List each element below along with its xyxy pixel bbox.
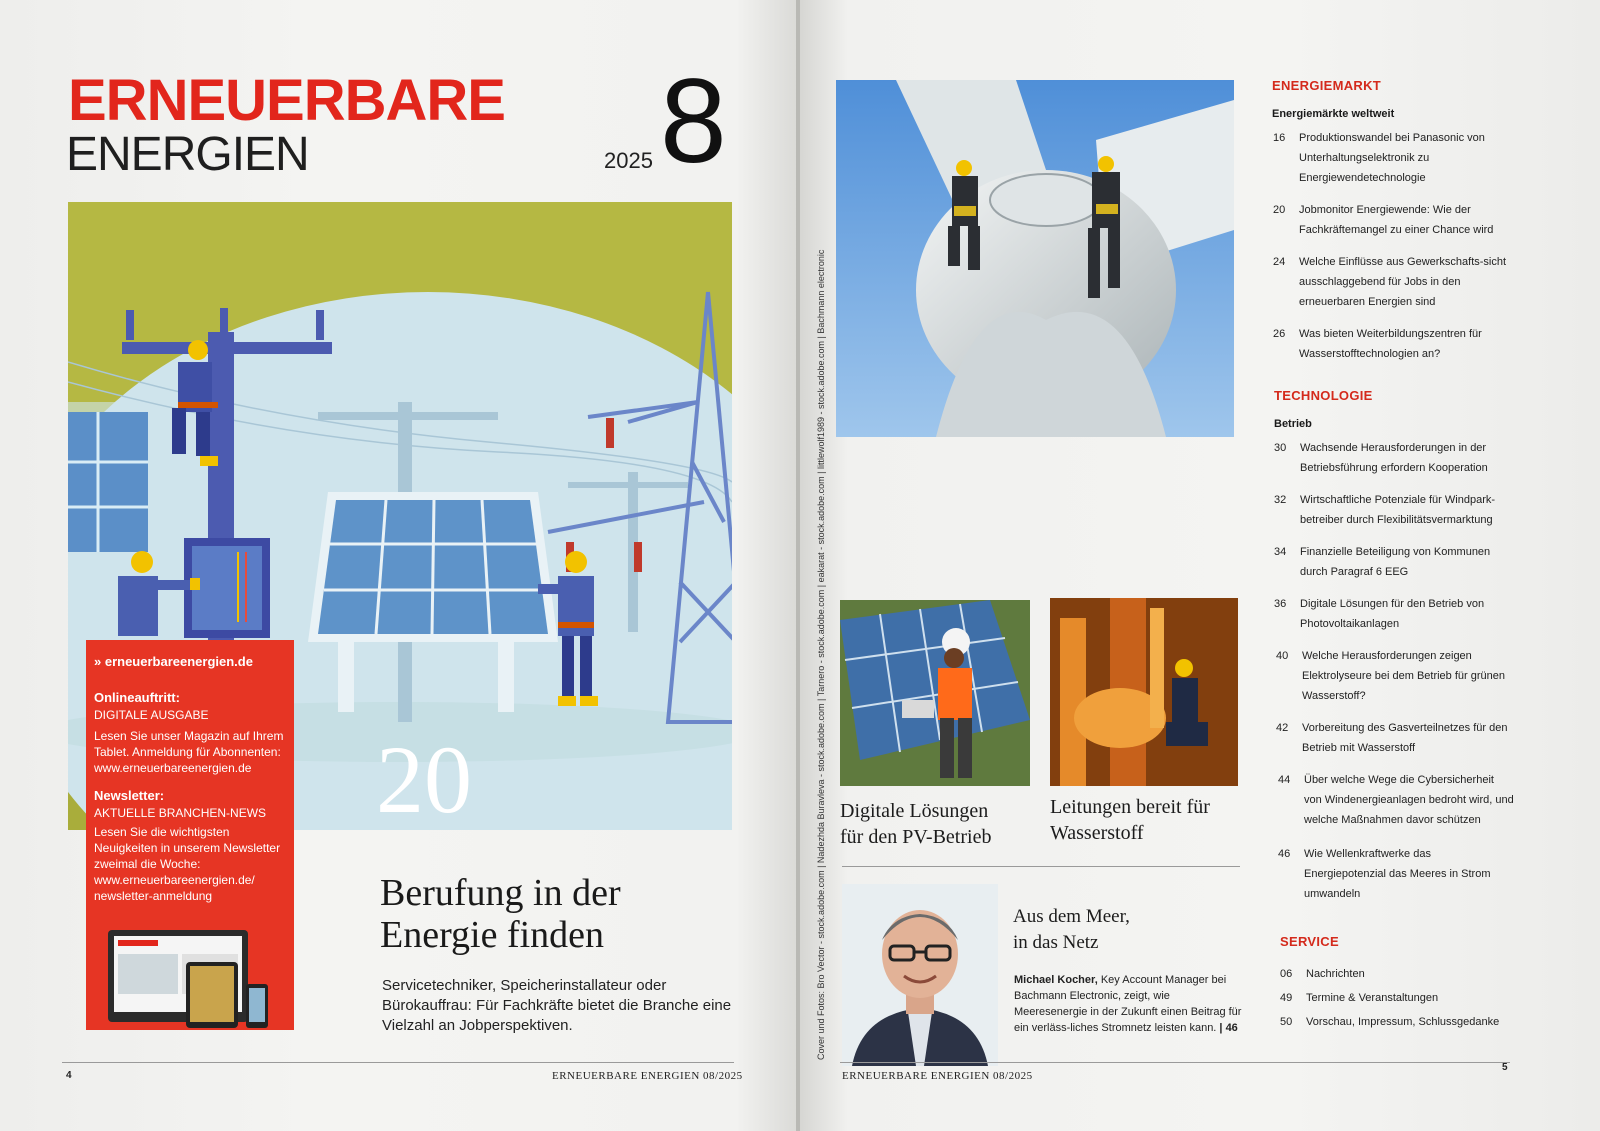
interview-headline — [1013, 904, 1130, 956]
toc-item[interactable] — [1273, 324, 1509, 364]
toc-page: 20 — [1273, 204, 1286, 216]
toc-page: 50 — [1280, 1016, 1293, 1028]
toc-title: Welche Einflüsse aus Gewerkschafts-sicht ausschlaggebend für Jobs in den erneuerbaren Energien sind — [1299, 256, 1507, 308]
toc-item[interactable] — [1273, 252, 1509, 312]
story-42-caption-line1: Leitungen bereit für — [1050, 796, 1210, 818]
issue-year: 2025 — [604, 148, 653, 173]
pv-technician-image — [840, 600, 1030, 786]
toc-subsection-energiemaerkte: Energiemärkte weltweit — [1272, 108, 1395, 120]
cover-headline-line1: Berufung in der — [380, 872, 621, 914]
footer-left: ERNEUERBARE ENERGIEN 08/2025 — [552, 1070, 743, 1082]
toc-page: 34 — [1274, 546, 1287, 558]
toc-title: Digitale Lösungen für den Betrieb von Photovoltaikanlagen — [1300, 598, 1485, 630]
toc-page: 26 — [1273, 328, 1286, 340]
page-number-left: 4 — [66, 1070, 72, 1081]
section-divider — [842, 866, 1240, 867]
right-page — [800, 0, 1600, 1131]
masthead-energien: ENERGIEN — [66, 128, 309, 181]
story-36-caption-line2: für den PV-Betrieb — [840, 826, 992, 848]
toc-item[interactable] — [1280, 988, 1530, 1008]
footer-right: ERNEUERBARE ENERGIEN 08/2025 — [842, 1070, 1033, 1082]
toc-page: 42 — [1276, 722, 1289, 734]
hydrogen-photo — [1050, 598, 1238, 786]
footer-rule — [62, 1062, 734, 1063]
interview-headline-line1: Aus dem Meer, — [1013, 906, 1130, 927]
toc-title: Was bieten Weiterbildungszentren für Wasserstofftechnologien an? — [1299, 328, 1482, 360]
online-subheading: DIGITALE AUSGABE — [94, 708, 209, 722]
toc-page: 30 — [1274, 442, 1287, 454]
pv-photo — [840, 600, 1030, 786]
toc-item[interactable] — [1280, 964, 1530, 984]
interview-teaser-text: Key Account Manager bei Bachmann Electronic, zeigt, wie Meeresenergie in der Zukunft einen Beitrag für ein verläss-liches Stromnetz leisten kann. — [1014, 974, 1242, 1034]
toc-page: 44 — [1278, 774, 1291, 786]
online-text: Lesen Sie unser Magazin auf Ihrem Tablet. Anmeldung für Abonnenten: www.erneuerbareenergien.de — [94, 729, 284, 775]
interview-portrait — [842, 884, 998, 1066]
newsletter-heading: Newsletter: — [94, 788, 165, 803]
issue-number: 8 — [660, 54, 727, 188]
toc-page: 06 — [1280, 968, 1293, 980]
wind-turbine-photo — [836, 80, 1234, 437]
toc-item[interactable] — [1280, 1012, 1530, 1032]
toc-page: 16 — [1273, 132, 1286, 144]
toc-title: Vorschau, Impressum, Schlussgedanke — [1306, 1016, 1500, 1028]
toc-page: 40 — [1276, 650, 1289, 662]
story-42-caption — [1050, 794, 1250, 846]
toc-page: 24 — [1273, 256, 1286, 268]
toc-item[interactable] — [1276, 718, 1512, 758]
story-36-caption-line1: Digitale Lösungen — [840, 800, 989, 822]
toc-title: Welche Herausforderungen zeigen Elektrolyseure bei dem Betrieb für grünen Wasserstoff? — [1302, 650, 1505, 702]
toc-section-service: SERVICE — [1280, 934, 1339, 949]
cover-headline-line2: Energie finden — [380, 914, 605, 956]
toc-section-technologie: TECHNOLOGIE — [1274, 388, 1373, 403]
toc-item[interactable] — [1274, 438, 1510, 478]
online-sidebar — [86, 640, 294, 1030]
toc-title: Über welche Wege die Cybersicherheit von Windenergieanlagen bedroht wird, und welche Maßnahmen davor schützen — [1304, 774, 1514, 826]
toc-title: Wirtschaftliche Potenziale für Windpark-betreiber durch Flexibilitätsvermarktung — [1300, 494, 1496, 526]
toc-item[interactable] — [1278, 770, 1514, 830]
toc-title: Finanzielle Beteiligung von Kommunen durch Paragraf 6 EEG — [1300, 546, 1491, 578]
toc-title: Vorbereitung des Gasverteilnetzes für den Betrieb mit Wasserstoff — [1302, 722, 1508, 754]
cover-story-number: 20 — [376, 726, 472, 833]
toc-title: Nachrichten — [1306, 968, 1365, 980]
toc-page: 32 — [1274, 494, 1287, 506]
toc-page: 46 — [1278, 848, 1291, 860]
turbine-climbers-image — [836, 80, 1234, 437]
footer-rule — [840, 1062, 1510, 1063]
toc-item[interactable] — [1273, 200, 1509, 240]
page-number-right: 5 — [1502, 1062, 1508, 1073]
gas-pipeline-worker-image — [1050, 598, 1238, 786]
devices-mockup — [108, 928, 278, 1028]
toc-item[interactable] — [1274, 594, 1510, 634]
toc-page: 36 — [1274, 598, 1287, 610]
toc-item[interactable] — [1273, 128, 1509, 188]
photo-credits-text: Cover und Fotos: Bro Vector - stock.adobe.com | Nadezhda Buravleva - stock.adobe.com | Tarnero - stock.adobe.com | eakarat - stock.adobe.com | littlewolf1989 - stock.adobe.com | Bachmann electronic — [816, 249, 826, 1060]
toc-title: Wachsende Herausforderungen in der Betriebsführung erfordern Kooperation — [1300, 442, 1488, 474]
online-heading: Onlineauftritt: — [94, 690, 180, 705]
portrait-image — [842, 884, 998, 1066]
interview-headline-line2: in das Netz — [1013, 932, 1099, 953]
toc-section-energiemarkt: ENERGIEMARKT — [1272, 78, 1382, 93]
toc-page: 49 — [1280, 992, 1293, 1004]
toc-title: Termine & Veranstaltungen — [1306, 992, 1439, 1004]
cover-story-headline — [380, 872, 621, 956]
story-42-caption-line2: Wasserstoff — [1050, 822, 1144, 844]
cover-story-dek: Servicetechniker, Speicherinstallateur oder Bürokauffrau: Für Fachkräfte bietet die Branche eine Vielzahl an Jobperspektiven. — [382, 977, 732, 1034]
interview-teaser — [1014, 972, 1242, 1036]
masthead-erneuerbare: ERNEUERBARE — [68, 68, 505, 133]
toc-item[interactable] — [1274, 542, 1510, 582]
story-36-caption — [840, 798, 1040, 850]
toc-title: Jobmonitor Energiewende: Wie der Fachkräftemangel zu einer Chance wird — [1299, 204, 1494, 236]
photo-credits — [816, 249, 826, 1060]
toc-title: Wie Wellenkraftwerke das Energiepotenzial das Meeres in Strom umwandeln — [1304, 848, 1491, 900]
newsletter-text: Lesen Sie die wichtigsten Neuigkeiten in unserem Newsletter zweimal die Woche: www.erneuerbareenergien.de/ newsletter-anmeldung — [94, 825, 281, 903]
website-link[interactable]: » erneuerbareenergien.de — [94, 654, 253, 669]
toc-title: Produktionswandel bei Panasonic von Unterhaltungselektronik zu Energiewendetechnologie — [1299, 132, 1485, 184]
toc-item[interactable] — [1276, 646, 1512, 706]
toc-item[interactable] — [1278, 844, 1514, 904]
newsletter-subheading: AKTUELLE BRANCHEN-NEWS — [94, 806, 267, 820]
toc-item[interactable] — [1274, 490, 1510, 530]
toc-subsection-betrieb: Betrieb — [1274, 418, 1312, 430]
interviewee-name: Michael Kocher, — [1014, 974, 1098, 986]
interview-page-ref: | 46 — [1216, 1022, 1238, 1034]
